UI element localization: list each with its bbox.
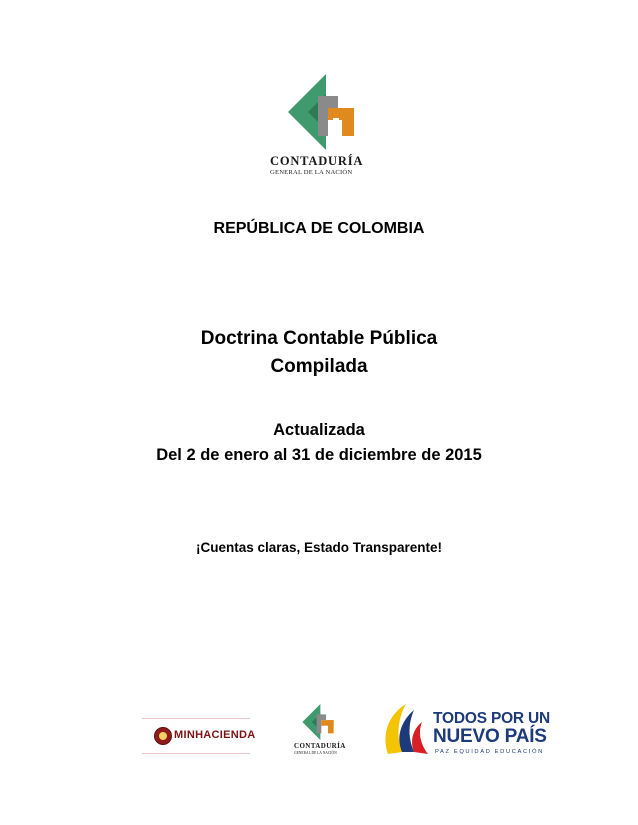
country-heading: REPÚBLICA DE COLOMBIA xyxy=(213,220,425,237)
update-period: Del 2 de enero al 31 de diciembre de 2015 xyxy=(156,446,482,464)
contaduria-logo xyxy=(270,74,370,179)
contaduria-emblem-icon xyxy=(288,74,354,150)
logo-name: CONTADURÍA xyxy=(270,154,364,168)
logo-subtitle: GENERAL DE LA NACIÓN xyxy=(270,169,353,176)
slogan: ¡Cuentas claras, Estado Transparente! xyxy=(195,540,443,555)
contaduria-small-emblem-icon xyxy=(302,704,334,740)
minhacienda-logo xyxy=(142,718,256,754)
nuevo-pais-line2: NUEVO PAÍS xyxy=(433,726,547,747)
coat-of-arms-icon xyxy=(154,727,172,745)
document-title-line2: Compilada xyxy=(270,356,368,377)
nuevo-pais-line3: PAZ EQUIDAD EDUCACIÓN xyxy=(435,749,544,755)
nuevo-pais-logo xyxy=(380,698,555,762)
update-label: Actualizada xyxy=(273,421,365,439)
small-logo-subtitle: GENERAL DE LA NACIÓN xyxy=(294,751,337,755)
nuevo-pais-line1: TODOS POR UN xyxy=(433,710,551,727)
flag-swoosh-icon xyxy=(380,698,436,762)
small-logo-name: CONTADURÍA xyxy=(294,742,346,750)
minhacienda-label: MINHACIENDA xyxy=(174,729,256,741)
document-title-line1: Doctrina Contable Pública xyxy=(200,328,438,349)
contaduria-small-logo xyxy=(292,704,348,760)
